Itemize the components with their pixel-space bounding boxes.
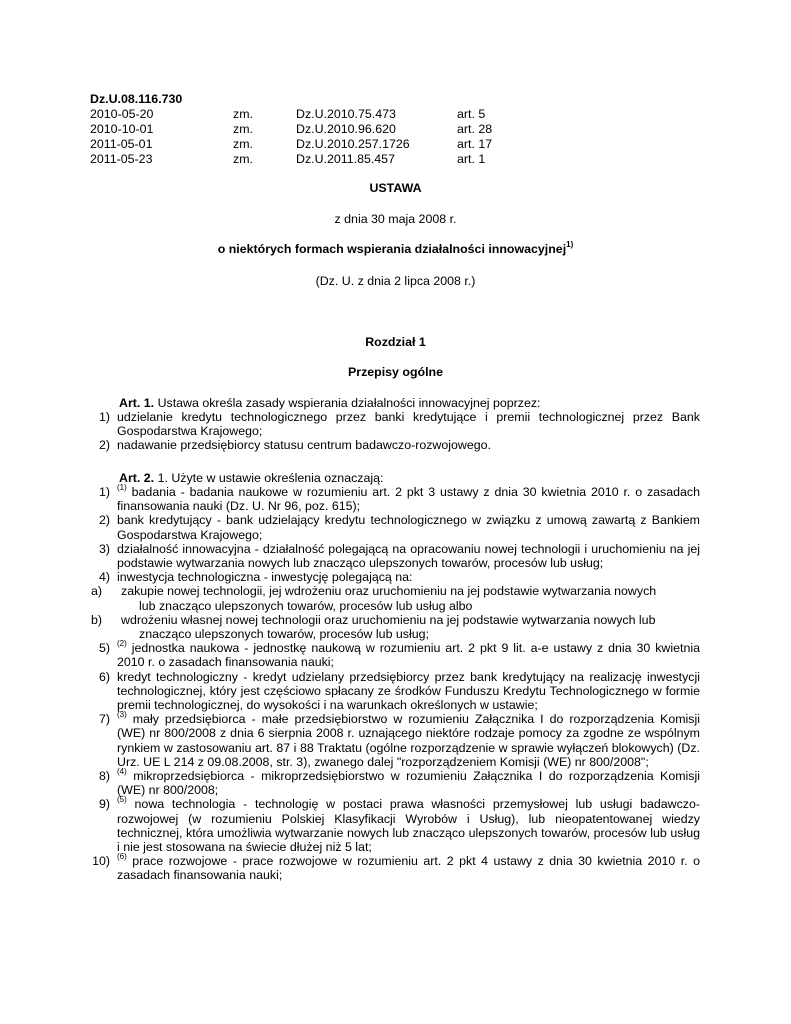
amendment-row xyxy=(90,122,710,137)
list-item xyxy=(80,513,700,541)
amendment-art: art. 5 xyxy=(457,107,486,121)
amendment-date: 2011-05-23 xyxy=(90,152,153,166)
journal-code: Dz.U.08.116.730 xyxy=(90,92,183,106)
article-2-intro: 1. Użyte w ustawie określenia oznaczają: xyxy=(154,471,384,485)
amendment-row xyxy=(90,107,710,122)
amendment-date: 2010-05-20 xyxy=(90,107,154,121)
item-number: 3) xyxy=(98,541,110,556)
sub-item-text-continued: znacząco ulepszonych towarów, procesów lub usług; xyxy=(139,627,429,642)
act-date: z dnia 30 maja 2008 r. xyxy=(334,212,457,226)
amendment-date: 2010-10-01 xyxy=(90,122,154,136)
document-header xyxy=(90,92,710,167)
amendment-ref: Dz.U.2011.85.457 xyxy=(296,152,395,166)
amendment-date: 2011-05-01 xyxy=(90,137,153,151)
article-2-label: Art. 2. xyxy=(119,471,155,485)
amendment-type: zm. xyxy=(233,137,253,151)
amendment-footnote: (5) xyxy=(117,795,127,805)
act-type: USTAWA xyxy=(369,181,422,195)
amendment-footnote: (3) xyxy=(117,710,127,720)
chapter-title: Przepisy ogólne xyxy=(347,365,444,379)
amendment-type: zm. xyxy=(233,107,253,121)
item-text: udzielanie kredytu technologicznego przez banki kredytujące i premii technologicznej przez Bank Gospodarstwa Krajowego; xyxy=(117,410,700,439)
amendment-type: zm. xyxy=(233,122,253,136)
amendment-ref: Dz.U.2010.96.620 xyxy=(296,122,396,136)
chapter-number: Rozdział 1 xyxy=(365,335,426,349)
item-number: 6) xyxy=(98,669,110,684)
list-item xyxy=(80,641,700,669)
sub-item-text-continued: lub znacząco ulepszonych towarów, procesów lub usług albo xyxy=(139,598,473,613)
item-number: 1) xyxy=(98,485,110,499)
amendment-type: zm. xyxy=(233,152,253,166)
amendment-row xyxy=(90,152,710,167)
list-item xyxy=(80,670,700,713)
amendment-footnote: (4) xyxy=(117,766,127,776)
item-text: prace rozwojowe - prace rozwojowe w rozumieniu art. 2 pkt 4 ustawy z dnia 30 kwietnia 2010 r. o zasadach finansowania nauki; xyxy=(117,854,700,883)
article-2-heading xyxy=(119,471,383,485)
sub-item-text: zakupie nowej technologii, jej wdrożeniu oraz uruchomieniu na jej podstawie wytwarzania nowych xyxy=(121,584,657,599)
article-1-list xyxy=(80,410,700,453)
sub-item-letter: a) xyxy=(91,584,103,599)
item-number: 10) xyxy=(92,854,110,869)
act-title-text: o niektórych formach wspierania działalności innowacyjnej xyxy=(217,242,567,256)
list-item xyxy=(80,570,700,584)
item-number: 4) xyxy=(98,570,110,585)
item-number: 2) xyxy=(98,513,110,528)
article-1-label: Art. 1. xyxy=(119,396,155,410)
act-title xyxy=(0,239,791,256)
item-text: badania - badania naukowe w rozumieniu art. 2 pkt 3 ustawy z dnia 30 kwietnia 2010 r. o zasadach finansowania nauki (Dz. U. Nr 96, poz. 615); xyxy=(117,485,700,514)
item-text: jednostka naukowa - jednostkę naukową w rozumieniu art. 2 pkt 9 lit. a-e ustawy z dnia 30 kwietnia 2010 r. o zasadach finansowania nauki; xyxy=(117,641,700,670)
list-item xyxy=(80,482,700,514)
sub-item-letter: b) xyxy=(91,612,103,627)
item-number: 1) xyxy=(98,410,110,424)
item-text: kredyt technologiczny - kredyt udzielany przedsiębiorcy przez bank kredytujący na realizację inwestycji technologicznej, który jest częściowo spłacany ze środków Funduszu Kredytu Technologicznego w formie premii technologicznej, do wysokości i na warunkach określonych w ustawie; xyxy=(117,669,700,713)
item-number: 2) xyxy=(98,438,110,453)
sub-item xyxy=(80,584,700,612)
act-title-footnote: 1) xyxy=(566,239,574,249)
item-number: 7) xyxy=(98,712,110,727)
article-1-heading xyxy=(119,396,541,410)
sub-item-text: wdrożeniu własnej nowej technologii oraz uruchomieniu na jej podstawie wytwarzania nowych lub xyxy=(121,612,656,627)
amendment-footnote: (1) xyxy=(117,482,127,492)
list-item xyxy=(80,410,700,438)
amendment-art: art. 17 xyxy=(457,137,493,151)
amendment-art: art. 28 xyxy=(457,122,493,136)
item-text: nadawanie przedsiębiorcy statusu centrum badawczo-rozwojowego. xyxy=(117,438,491,453)
amendment-ref: Dz.U.2010.75.473 xyxy=(296,107,396,121)
article-1-intro: Ustawa określa zasady wspierania działalności innowacyjnej poprzez: xyxy=(154,396,541,410)
list-item xyxy=(80,438,700,452)
item-text: nowa technologia - technologię w postaci prawa własności przemysłowej lub usługi badawczo-rozwojowej (w rozumieniu Polskiej Klasyfikacji Wyrobów i Usług), lub nieopatentowanej wiedzy technicznej, która umożliwia wytwarzanie nowych lub znacząco ulepszonych towarów, procesów lub usług i nie jest stosowana na świecie dłużej niż 5 lat; xyxy=(117,797,700,855)
list-item xyxy=(80,854,700,882)
item-text: bank kredytujący - bank udzielający kredytu technologicznego w związku z umową zawartą z Bankiem Gospodarstwa Krajowego; xyxy=(117,513,700,542)
amendment-row xyxy=(90,137,710,152)
item-number: 8) xyxy=(98,769,110,784)
list-item xyxy=(80,766,700,798)
item-text: działalność innowacyjna - działalność polegającą na opracowaniu nowej technologii i uruchomieniu na jej podstawie wytwarzania nowych lub znacząco ulepszonych towarów, procesów lub usług; xyxy=(117,541,700,571)
amendment-art: art. 1 xyxy=(457,152,486,166)
sub-item xyxy=(80,613,700,641)
item-text: mały przedsiębiorca - małe przedsiębiorstwo w rozumieniu Załącznika I do rozporządzenia Komisji (WE) nr 800/2008 z dnia 6 sierpnia 2008 r. uznającego niektóre rodzaje pomocy za zgodne ze wspólnym rynkiem w zastosowaniu art. 87 i 88 Traktatu (ogólne rozporządzenie w sprawie wyłączeń blokowych) (Dz. Urz. UE L 214 z 09.08.2008, str. 3), zwanego dalej "rozporządzeniem Komisji (WE) nr 800/2008"; xyxy=(117,712,700,769)
item-text: inwestycja technologiczna - inwestycję polegającą na: xyxy=(117,570,413,585)
act-publication: (Dz. U. z dnia 2 lipca 2008 r.) xyxy=(315,274,476,288)
item-number: 9) xyxy=(98,797,110,812)
list-item xyxy=(80,542,700,570)
list-item xyxy=(80,712,700,769)
amendment-ref: Dz.U.2010.257.1726 xyxy=(296,137,410,151)
article-2-list xyxy=(80,482,700,883)
item-number: 5) xyxy=(98,641,110,656)
list-item xyxy=(80,797,700,854)
amendment-footnote: (6) xyxy=(117,852,127,862)
amendment-footnote: (2) xyxy=(117,639,127,649)
item-text: mikroprzedsiębiorca - mikroprzedsiębiorstwo w rozumieniu Załącznika I do rozporządzenia Komisji (WE) nr 800/2008; xyxy=(117,769,700,798)
